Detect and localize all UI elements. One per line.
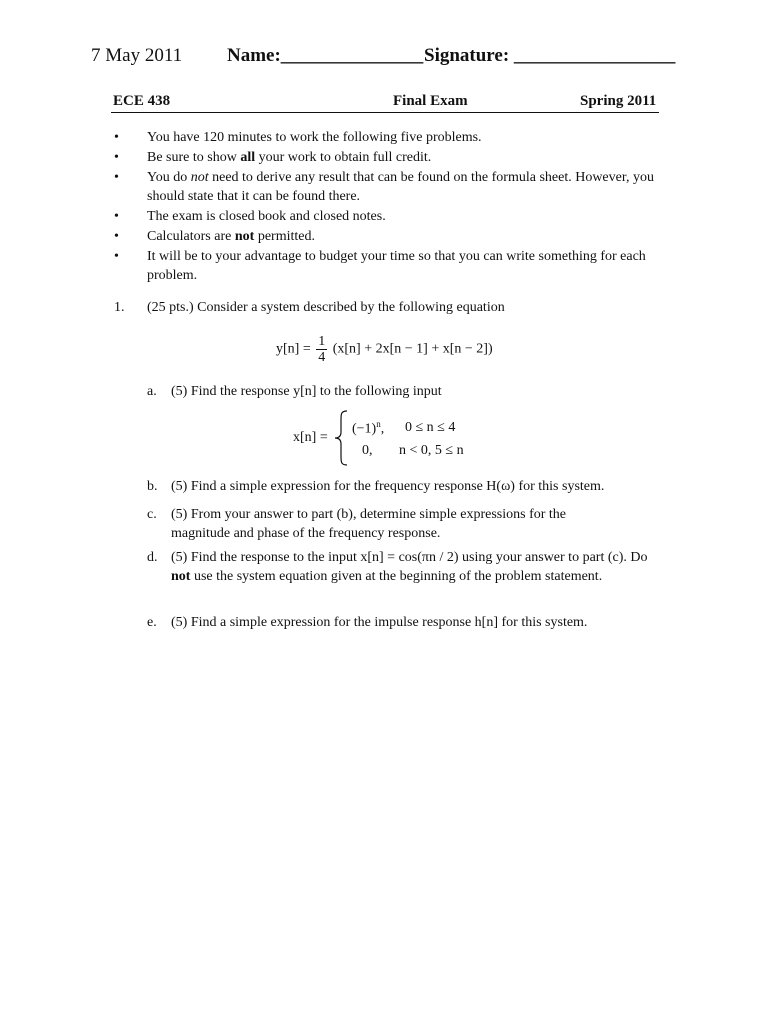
signature-field-label: Signature: _________________ <box>424 45 676 66</box>
part-text: (5) Find a simple expression for the impulse response h[n] for this system. <box>171 615 588 630</box>
part-c <box>147 505 567 541</box>
bullet-icon: • <box>114 229 119 244</box>
instruction-text: your work to obtain full credit. <box>255 150 432 165</box>
exam-term: Spring 2011 <box>580 93 657 109</box>
instruction-emphasis: not <box>234 229 255 244</box>
part-text: (5) Find the response y[n] to the following input <box>171 384 442 399</box>
exam-date: 7 May 2011 <box>91 45 183 66</box>
input-definition-lhs: x[n] = <box>293 430 328 445</box>
instruction-text: need to derive any result that can be found on the formula sheet. However, you should state that it can be found there. <box>147 170 654 204</box>
instruction-text: Calculators are <box>147 229 235 244</box>
case-row-1-expr <box>352 419 384 438</box>
equation-lhs: y[n] = <box>276 341 311 357</box>
part-label: b. <box>147 479 158 494</box>
instruction-item <box>114 128 674 147</box>
instruction-text: It will be to your advantage to budget your time so that you can write something for each problem. <box>147 249 646 283</box>
instruction-item <box>114 148 674 167</box>
instruction-text: The exam is closed book and closed notes. <box>147 209 386 224</box>
part-d-text-before: (5) Find the response to the input x[n] = cos(πn / 2) using your answer to part (c). Do <box>171 550 648 565</box>
part-label: e. <box>147 615 157 630</box>
part-text: (5) Find a simple expression for the frequency response H(ω) for this system. <box>171 479 605 494</box>
instructions-list <box>114 128 674 286</box>
problem-number: 1. <box>114 300 125 315</box>
header-rule <box>111 112 659 113</box>
part-d <box>147 548 648 584</box>
part-label: d. <box>147 550 158 565</box>
instruction-emphasis: not <box>190 170 209 185</box>
bullet-icon: • <box>114 150 119 165</box>
case-1-comma: , <box>380 421 385 437</box>
instruction-text: You have 120 minutes to work the following five problems. <box>147 130 482 145</box>
bullet-icon: • <box>114 170 119 185</box>
problem-intro: (25 pts.) Consider a system described by the following equation <box>147 300 505 315</box>
part-label: a. <box>147 384 157 399</box>
bullet-icon: • <box>114 130 119 145</box>
case-row-1-condition: 0 ≤ n ≤ 4 <box>405 420 456 435</box>
case-1-base: (−1) <box>352 421 377 437</box>
fraction-numerator: 1 <box>318 334 326 349</box>
instruction-item <box>114 207 674 226</box>
part-label: c. <box>147 507 157 522</box>
bullet-icon: • <box>114 249 119 264</box>
case-row-2-expr: 0, <box>362 443 373 458</box>
instruction-item <box>114 227 674 246</box>
instruction-text: Be sure to show <box>147 150 241 165</box>
fraction-denominator: 4 <box>318 350 326 365</box>
instruction-text: You do <box>147 170 191 185</box>
course-code: ECE 438 <box>113 93 171 109</box>
case-1-exponent: n <box>376 419 381 429</box>
part-d-text-after: use the system equation given at the beginning of the problem statement. <box>190 569 603 584</box>
instruction-text: permitted. <box>254 229 315 244</box>
instruction-emphasis: all <box>240 150 256 165</box>
part-e <box>147 613 588 632</box>
part-d-emphasis: not <box>171 569 191 584</box>
bullet-icon: • <box>114 209 119 224</box>
instruction-item <box>114 247 674 285</box>
instruction-item <box>114 168 674 206</box>
part-a <box>147 382 442 401</box>
exam-title: Final Exam <box>393 93 468 109</box>
part-b <box>147 477 605 496</box>
equation-fraction <box>316 334 327 365</box>
curly-brace-icon <box>333 410 351 466</box>
system-equation <box>276 334 493 365</box>
part-text: (5) From your answer to part (b), determine simple expressions for the magnitude and phase of the frequency response. <box>171 507 567 541</box>
case-row-2-condition: n < 0, 5 ≤ n <box>399 443 464 458</box>
name-field-label: Name:_______________ <box>227 45 424 66</box>
part-text <box>171 548 649 586</box>
equation-rhs: (x[n] + 2x[n − 1] + x[n − 2]) <box>332 341 493 357</box>
